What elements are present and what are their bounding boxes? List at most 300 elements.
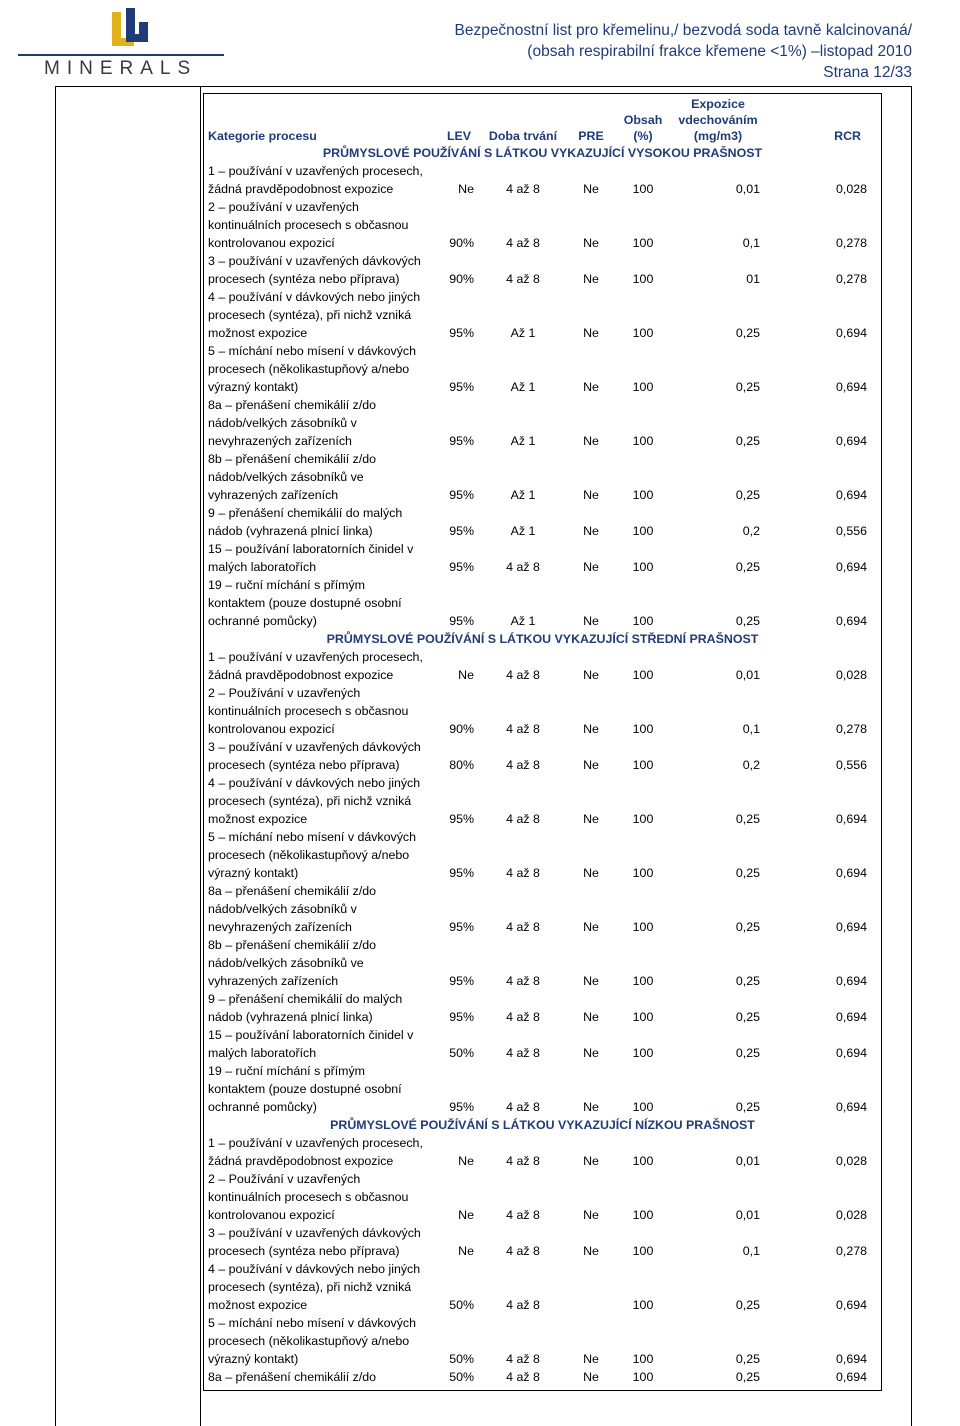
table-row	[204, 342, 881, 396]
lev-cell: Ne	[458, 1244, 474, 1258]
process-category-cell	[204, 936, 440, 990]
logo-underline	[18, 54, 224, 56]
pre-cell: Ne	[583, 182, 599, 196]
content-cell: 100	[632, 1046, 654, 1060]
process-category-line: kontrolovanou expozicí	[208, 1208, 335, 1222]
process-category-line: možnost expozice	[208, 1298, 308, 1312]
process-category-line: 15 – používání laboratorních činidel v	[208, 542, 414, 556]
duration-cell: 4 až 8	[506, 1370, 540, 1384]
process-category-cell	[204, 540, 440, 576]
process-category-line: procesech (syntéza nebo příprava)	[208, 758, 400, 772]
process-category-line: vyhrazených zařízeních	[208, 974, 339, 988]
process-category-line: kontinuálních procesech s občasnou	[208, 218, 409, 232]
process-category-line: výrazný kontakt)	[208, 380, 299, 394]
col-header-content	[614, 94, 672, 144]
table-header-row	[204, 94, 881, 144]
rcr-cell: 0,028	[835, 668, 867, 682]
duration-cell: 4 až 8	[506, 974, 540, 988]
table-row	[204, 1026, 881, 1062]
process-category-cell	[204, 288, 440, 342]
process-category-line: procesech (několikastupňový a/nebo	[208, 362, 410, 376]
process-category-line: 9 – přenášení chemikálií do malých	[208, 506, 403, 520]
process-category-line: kontaktem (pouze dostupné osobní	[208, 596, 402, 610]
frame-column-divider	[200, 86, 201, 1426]
process-category-cell	[204, 198, 440, 252]
duration-cell: 4 až 8	[506, 758, 540, 772]
col-header-exposure-line: vdechováním	[678, 113, 758, 127]
table-row	[204, 162, 881, 198]
lev-cell: 90%	[449, 236, 474, 250]
lev-cell: 90%	[449, 722, 474, 736]
table-row	[204, 936, 881, 990]
pre-cell	[568, 1260, 614, 1314]
lev-cell: Ne	[458, 182, 474, 196]
process-category-line: nádob (vyhrazená plnicí linka)	[208, 1010, 373, 1024]
rcr-cell: 0,694	[835, 920, 867, 934]
duration-cell: 4 až 8	[506, 920, 540, 934]
lev-cell: 95%	[449, 920, 474, 934]
exposure-cell: 0,25	[735, 812, 760, 826]
logo-wordmark: MINERALS	[44, 58, 198, 79]
process-category-cell	[204, 504, 440, 540]
frame-right-border	[911, 86, 912, 1426]
duration-cell: 4 až 8	[506, 866, 540, 880]
process-category-line: nádob/velkých zásobníků ve	[208, 956, 364, 970]
lev-cell: Ne	[458, 668, 474, 682]
table-row	[204, 882, 881, 936]
rcr-cell: 0,694	[835, 560, 867, 574]
table-body	[204, 144, 881, 1386]
table-row	[204, 1134, 881, 1170]
table-row	[204, 288, 881, 342]
process-category-line: ochranné pomůcky)	[208, 1100, 317, 1114]
process-category-cell	[204, 828, 440, 882]
pre-cell: Ne	[583, 1010, 599, 1024]
exposure-cell: 0,25	[735, 1046, 760, 1060]
content-cell: 100	[632, 758, 654, 772]
content-cell: 100	[632, 1100, 654, 1114]
col-header-duration: Doba trvání	[488, 129, 558, 143]
lev-cell: 95%	[449, 1100, 474, 1114]
process-category-cell	[204, 162, 440, 198]
content-cell: 100	[632, 560, 654, 574]
duration-cell: 4 až 8	[506, 182, 540, 196]
lev-cell: 80%	[449, 758, 474, 772]
exposure-cell: 0,25	[735, 488, 760, 502]
process-category-line: 5 – míchání nebo mísení v dávkových	[208, 1316, 416, 1330]
table-row	[204, 828, 881, 882]
content-cell: 100	[632, 1244, 654, 1258]
content-cell: 100	[632, 668, 654, 682]
duration-cell: Až 1	[510, 524, 536, 538]
exposure-cell: 0,2	[742, 758, 760, 772]
rcr-cell: 0,694	[835, 380, 867, 394]
exposure-cell: 0,25	[735, 920, 760, 934]
process-table	[204, 94, 881, 1386]
col-header-lev: LEV	[446, 129, 472, 143]
process-category-line: 1 – používání v uzavřených procesech,	[208, 650, 423, 664]
duration-cell: 4 až 8	[506, 272, 540, 286]
table-row	[204, 540, 881, 576]
lev-cell: 50%	[449, 1370, 474, 1384]
content-cell: 100	[632, 434, 654, 448]
exposure-cell: 0,25	[735, 614, 760, 628]
process-category-line: 8b – přenášení chemikálií z/do	[208, 938, 377, 952]
content-cell: 100	[632, 812, 654, 826]
process-category-line: 2 – Používání v uzavřených	[208, 1172, 361, 1186]
pre-cell: Ne	[583, 920, 599, 934]
pre-cell: Ne	[583, 488, 599, 502]
rcr-cell: 0,694	[835, 974, 867, 988]
header-page-number: Strana 12/33	[823, 64, 912, 81]
lev-cell: 50%	[449, 1298, 474, 1312]
content-cell: 100	[632, 614, 654, 628]
lev-cell: 95%	[449, 488, 474, 502]
col-header-content-line: Obsah	[623, 113, 663, 127]
duration-cell: 4 až 8	[506, 1046, 540, 1060]
table-row	[204, 990, 881, 1026]
content-cell: 100	[632, 1154, 654, 1168]
content-cell: 100	[632, 866, 654, 880]
rcr-cell: 0,694	[835, 434, 867, 448]
content-cell: 100	[632, 272, 654, 286]
pre-cell: Ne	[583, 560, 599, 574]
rcr-cell: 0,694	[835, 866, 867, 880]
table-row	[204, 1260, 881, 1314]
rcr-cell: 0,028	[835, 1154, 867, 1168]
table-row	[204, 252, 881, 288]
lev-cell: 95%	[449, 974, 474, 988]
table-row	[204, 396, 881, 450]
content-cell: 100	[632, 524, 654, 538]
pre-cell: Ne	[583, 722, 599, 736]
exposure-cell: 0,25	[735, 560, 760, 574]
process-category-line: kontrolovanou expozicí	[208, 722, 335, 736]
duration-cell: 4 až 8	[506, 1298, 540, 1312]
pre-cell: Ne	[583, 1154, 599, 1168]
exposure-cell: 0,01	[735, 668, 760, 682]
exposure-cell: 0,25	[735, 1298, 760, 1312]
process-category-line: kontrolovanou expozicí	[208, 236, 335, 250]
process-category-line: žádná pravděpodobnost expozice	[208, 1154, 394, 1168]
table-row	[204, 648, 881, 684]
rcr-cell: 0,556	[835, 524, 867, 538]
process-category-cell	[204, 648, 440, 684]
exposure-cell: 0,1	[742, 236, 760, 250]
col-header-category: Kategorie procesu	[208, 129, 317, 143]
process-category-line: 19 – ruční míchání s přímým	[208, 578, 366, 592]
process-category-line: výrazný kontakt)	[208, 866, 299, 880]
table-row	[204, 684, 881, 738]
process-category-line: žádná pravděpodobnost expozice	[208, 182, 394, 196]
col-header-exposure-line: (mg/m3)	[693, 129, 743, 143]
lev-cell: 95%	[449, 434, 474, 448]
process-category-line: výrazný kontakt)	[208, 1352, 299, 1366]
process-category-line: 1 – používání v uzavřených procesech,	[208, 1136, 423, 1150]
pre-cell: Ne	[583, 866, 599, 880]
process-category-cell	[204, 396, 440, 450]
content-cell: 100	[632, 488, 654, 502]
duration-cell: Až 1	[510, 380, 536, 394]
rcr-cell: 0,278	[835, 236, 867, 250]
content-cell: 100	[632, 920, 654, 934]
pre-cell: Ne	[583, 326, 599, 340]
process-category-line: 3 – používání v uzavřených dávkových	[208, 740, 421, 754]
table-row	[204, 504, 881, 540]
exposure-cell: 0,25	[735, 1010, 760, 1024]
process-category-line: procesech (syntéza), při nichž vzniká	[208, 794, 412, 808]
lev-cell: 95%	[449, 614, 474, 628]
process-category-line: nádob (vyhrazená plnicí linka)	[208, 524, 373, 538]
process-category-line: ochranné pomůcky)	[208, 614, 317, 628]
exposure-cell: 0,25	[735, 326, 760, 340]
process-category-cell	[204, 1260, 440, 1314]
pre-cell: Ne	[583, 1100, 599, 1114]
pre-cell: Ne	[583, 758, 599, 772]
process-category-cell	[204, 1314, 440, 1368]
process-category-line: kontinuálních procesech s občasnou	[208, 704, 409, 718]
duration-cell: 4 až 8	[506, 1352, 540, 1366]
process-category-line: 2 – Používání v uzavřených	[208, 686, 361, 700]
process-category-cell	[204, 450, 440, 504]
rcr-cell: 0,556	[835, 758, 867, 772]
lev-cell: 95%	[449, 524, 474, 538]
rcr-cell: 0,694	[835, 1046, 867, 1060]
pre-cell: Ne	[583, 668, 599, 682]
table-row	[204, 774, 881, 828]
document-header	[454, 20, 912, 83]
exposure-cell: 0,25	[735, 1352, 760, 1366]
rcr-cell: 0,694	[835, 1100, 867, 1114]
rcr-cell: 0,694	[835, 614, 867, 628]
process-category-line: procesech (syntéza), při nichž vzniká	[208, 308, 412, 322]
process-category-line: žádná pravděpodobnost expozice	[208, 668, 394, 682]
lev-cell: 90%	[449, 272, 474, 286]
minerals-logo-icon	[106, 8, 152, 56]
duration-cell: 4 až 8	[506, 722, 540, 736]
lev-cell: 95%	[449, 380, 474, 394]
content-cell: 100	[632, 380, 654, 394]
process-category-cell	[204, 684, 440, 738]
pre-cell: Ne	[583, 1208, 599, 1222]
duration-cell: 4 až 8	[506, 1244, 540, 1258]
content-cell: 100	[632, 236, 654, 250]
pre-cell: Ne	[583, 1046, 599, 1060]
process-category-line: malých laboratořích	[208, 560, 317, 574]
process-category-cell	[204, 774, 440, 828]
rcr-cell: 0,694	[835, 1370, 867, 1384]
section-header-row	[204, 144, 881, 162]
rcr-cell: 0,694	[835, 1298, 867, 1312]
rcr-cell: 0,028	[835, 182, 867, 196]
process-category-line: nevyhrazených zařízeních	[208, 920, 352, 934]
process-category-line: procesech (syntéza nebo příprava)	[208, 1244, 400, 1258]
pre-cell: Ne	[583, 1352, 599, 1366]
process-category-cell	[204, 1224, 440, 1260]
rcr-cell: 0,694	[835, 812, 867, 826]
process-category-line: procesech (syntéza), při nichž vzniká	[208, 1280, 412, 1294]
process-category-line: možnost expozice	[208, 812, 308, 826]
rcr-cell: 0,694	[835, 1010, 867, 1024]
pre-cell: Ne	[583, 1370, 599, 1384]
exposure-cell: 0,01	[735, 182, 760, 196]
frame-top-border	[55, 86, 912, 87]
lev-cell: 95%	[449, 812, 474, 826]
rcr-cell: 0,694	[835, 326, 867, 340]
duration-cell: 4 až 8	[506, 560, 540, 574]
lev-cell: 95%	[449, 866, 474, 880]
col-header-exposure-line: Expozice	[691, 97, 745, 111]
process-category-line: možnost expozice	[208, 326, 308, 340]
process-category-line: 15 – používání laboratorních činidel v	[208, 1028, 414, 1042]
process-category-line: 4 – používání v dávkových nebo jiných	[208, 1262, 421, 1276]
rcr-cell: 0,278	[835, 722, 867, 736]
exposure-cell: 0,01	[735, 1208, 760, 1222]
process-category-line: 9 – přenášení chemikálií do malých	[208, 992, 403, 1006]
pre-cell: Ne	[583, 434, 599, 448]
lev-cell: 95%	[449, 326, 474, 340]
table-row	[204, 1062, 881, 1116]
exposure-cell: 0,01	[735, 1154, 760, 1168]
process-category-line: procesech (několikastupňový a/nebo	[208, 1334, 410, 1348]
process-category-line: nádob/velkých zásobníků ve	[208, 470, 364, 484]
process-category-line: 1 – používání v uzavřených procesech,	[208, 164, 423, 178]
process-category-cell	[204, 1170, 440, 1224]
exposure-cell: 0,25	[735, 434, 760, 448]
exposure-cell: 0,25	[735, 866, 760, 880]
exposure-cell: 0,1	[742, 1244, 760, 1258]
col-header-rcr: RCR	[834, 129, 861, 143]
table-row	[204, 576, 881, 630]
process-category-cell	[204, 576, 440, 630]
process-category-line: procesech (několikastupňový a/nebo	[208, 848, 410, 862]
process-category-line: 5 – míchání nebo mísení v dávkových	[208, 830, 416, 844]
lev-cell: Ne	[458, 1154, 474, 1168]
process-category-line: nádob/velkých zásobníků v	[208, 902, 357, 916]
duration-cell: Až 1	[510, 326, 536, 340]
content-cell: 100	[632, 1370, 654, 1384]
table-row	[204, 1368, 881, 1386]
process-category-cell	[204, 1062, 440, 1116]
process-category-line: procesech (syntéza nebo příprava)	[208, 272, 400, 286]
duration-cell: Až 1	[510, 434, 536, 448]
process-category-line: nevyhrazených zařízeních	[208, 434, 352, 448]
process-category-line: 3 – používání v uzavřených dávkových	[208, 1226, 421, 1240]
pre-cell: Ne	[583, 974, 599, 988]
process-category-line: 4 – používání v dávkových nebo jiných	[208, 776, 421, 790]
pre-cell: Ne	[583, 236, 599, 250]
content-cell: 100	[632, 326, 654, 340]
table-row	[204, 1170, 881, 1224]
rcr-cell: 0,694	[835, 488, 867, 502]
content-cell: 100	[632, 1352, 654, 1366]
process-category-line: 4 – používání v dávkových nebo jiných	[208, 290, 421, 304]
col-header-content-line: (%)	[633, 129, 653, 143]
pre-cell: Ne	[583, 1244, 599, 1258]
process-category-cell	[204, 342, 440, 396]
rcr-cell: 0,278	[835, 1244, 867, 1258]
exposure-cell: 0,25	[735, 974, 760, 988]
process-category-cell	[204, 1368, 440, 1386]
pre-cell: Ne	[583, 380, 599, 394]
process-category-line: kontinuálních procesech s občasnou	[208, 1190, 409, 1204]
table-row	[204, 1224, 881, 1260]
frame-left-border	[55, 86, 56, 1426]
exposure-cell: 0,1	[742, 722, 760, 736]
duration-cell: Až 1	[510, 614, 536, 628]
col-header-exposure	[672, 94, 764, 144]
table-row	[204, 1314, 881, 1368]
pre-cell: Ne	[583, 614, 599, 628]
exposure-cell: 0,25	[735, 380, 760, 394]
rcr-cell: 0,694	[835, 1352, 867, 1366]
section-title: PRŮMYSLOVÉ POUŽÍVÁNÍ S LÁTKOU VYKAZUJÍCÍ STŘEDNÍ PRAŠNOST	[326, 632, 759, 646]
rcr-cell: 0,028	[835, 1208, 867, 1222]
table-row	[204, 738, 881, 774]
process-category-line: nádob/velkých zásobníků v	[208, 416, 357, 430]
pre-cell: Ne	[583, 812, 599, 826]
duration-cell: 4 až 8	[506, 668, 540, 682]
content-cell: 100	[632, 182, 654, 196]
pre-cell: Ne	[583, 524, 599, 538]
duration-cell: 4 až 8	[506, 236, 540, 250]
process-category-cell	[204, 1026, 440, 1062]
process-category-cell	[204, 252, 440, 288]
logo	[18, 8, 208, 80]
exposure-cell: 0,25	[735, 1100, 760, 1114]
exposure-cell: 01	[746, 272, 760, 286]
content-cell: 100	[632, 1010, 654, 1024]
process-category-line: 8a – přenášení chemikálií z/do	[208, 1370, 377, 1384]
process-category-line: 2 – používání v uzavřených	[208, 200, 359, 214]
process-category-cell	[204, 882, 440, 936]
process-category-line: kontaktem (pouze dostupné osobní	[208, 1082, 402, 1096]
exposure-cell: 0,2	[742, 524, 760, 538]
col-header-pre: PRE	[578, 129, 604, 143]
duration-cell: 4 až 8	[506, 1154, 540, 1168]
content-cell: 100	[632, 1298, 654, 1312]
process-category-cell	[204, 990, 440, 1026]
exposure-cell: 0,25	[735, 1370, 760, 1384]
process-category-cell	[204, 1134, 440, 1170]
process-category-line: 3 – používání v uzavřených dávkových	[208, 254, 421, 268]
lev-cell: 50%	[449, 1046, 474, 1060]
duration-cell: 4 až 8	[506, 1100, 540, 1114]
content-cell: 100	[632, 1208, 654, 1222]
process-category-line: 8a – přenášení chemikálií z/do	[208, 884, 377, 898]
section-title: PRŮMYSLOVÉ POUŽÍVÁNÍ S LÁTKOU VYKAZUJÍCÍ NÍZKOU PRAŠNOST	[330, 1118, 755, 1132]
content-cell: 100	[632, 722, 654, 736]
lev-cell: 95%	[449, 1010, 474, 1024]
section-title: PRŮMYSLOVÉ POUŽÍVÁNÍ S LÁTKOU VYKAZUJÍCÍ VYSOKOU PRAŠNOST	[322, 146, 763, 160]
table-row	[204, 450, 881, 504]
process-category-line: 8b – přenášení chemikálií z/do	[208, 452, 377, 466]
process-category-line: vyhrazených zařízeních	[208, 488, 339, 502]
lev-cell: Ne	[458, 1208, 474, 1222]
process-category-line: 8a – přenášení chemikálií z/do	[208, 398, 377, 412]
rcr-cell: 0,278	[835, 272, 867, 286]
duration-cell: 4 až 8	[506, 812, 540, 826]
table-row	[204, 198, 881, 252]
duration-cell: Až 1	[510, 488, 536, 502]
section-header-row	[204, 630, 881, 648]
process-table-frame	[203, 93, 882, 1391]
duration-cell: 4 až 8	[506, 1010, 540, 1024]
lev-cell: 50%	[449, 1352, 474, 1366]
process-category-cell	[204, 738, 440, 774]
section-header-row	[204, 1116, 881, 1134]
content-cell: 100	[632, 974, 654, 988]
